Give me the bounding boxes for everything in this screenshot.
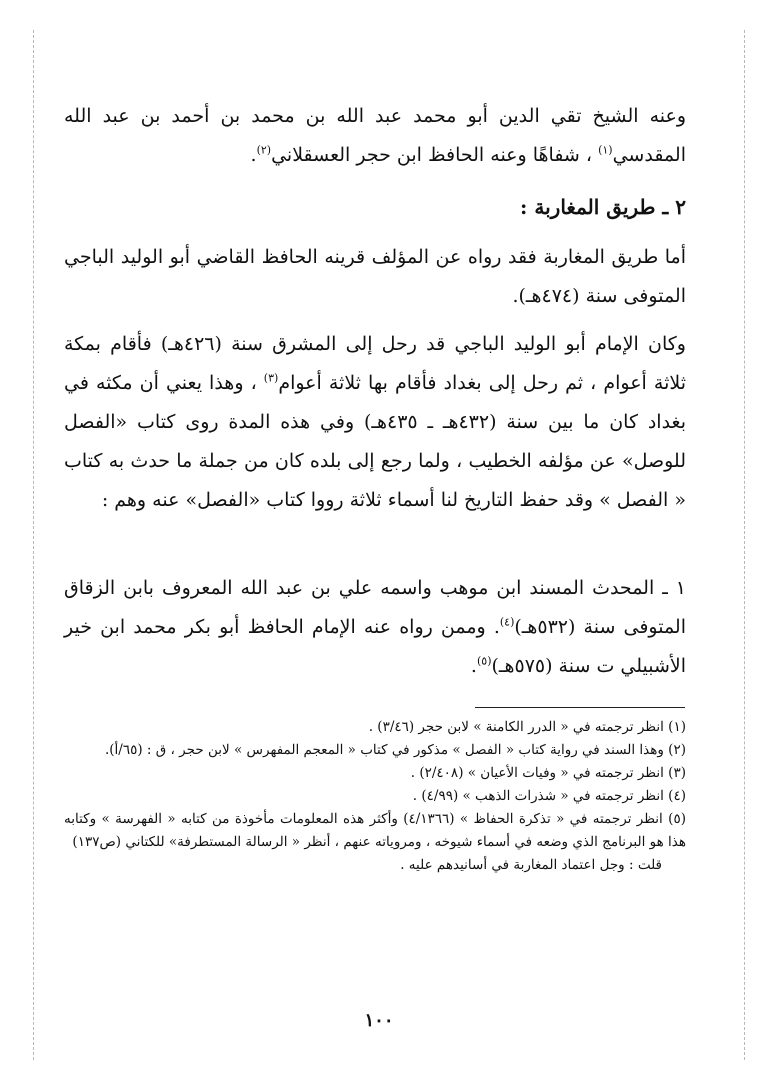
section-heading: ٢ ـ طريق المغاربة :	[520, 195, 686, 219]
footnotes	[64, 716, 686, 877]
paragraph-1	[64, 97, 686, 175]
footnote-ref-4[interactable]: (٤)	[499, 615, 515, 629]
footnote-ref-1[interactable]: (١)	[598, 143, 613, 157]
paragraph-2: أما طريق المغاربة فقد رواه عن المؤلف قرينه الحافظ القاضي أبو الوليد الباجي المتوفى سنة (٤٧٤هـ).	[64, 246, 686, 307]
footnote-ref-3[interactable]: (٣)	[263, 371, 279, 385]
paragraph-1-tail: ، شفاهًا وعنه الحافظ ابن حجر العسقلاني	[271, 144, 593, 166]
paragraph-4	[64, 569, 686, 686]
footnote-4: (٤) انظر ترجمته في « شذرات الذهب » (٤/٩٩) .	[412, 788, 686, 804]
footnote-ref-5[interactable]: (٥)	[476, 654, 492, 668]
footnote-5: (٥) انظر ترجمته في « تذكرة الحفاظ » (٤/١٣٦٦) وأكثر هذه المعلومات مأخوذة من كتابه « الفهرسة » وكتابه هذا هو البرنامج الذي وضعه في أسماء شيوخه ، ومروياته عنهم ، أنظر « الرسالة المستطرفة» للكتاني (ص١٣٧)	[64, 811, 686, 850]
paragraph-4-part-b: . وممن رواه عنه الإمام الحافظ أبو بكر محمد ابن خير الأشبيلي ت سنة (٥٧٥هـ)	[64, 616, 686, 677]
scan-edge-left	[33, 30, 34, 1060]
footnote-ref-2[interactable]: (٢)	[256, 143, 272, 157]
paragraph-3	[64, 325, 686, 520]
footnote-5-note: قلت : وجل اعتماد المغاربة في أسانيدهم عليه .	[400, 857, 662, 873]
paragraph-4-part-a: ١ ـ المحدث المسند ابن موهب واسمه علي بن عبد الله المعروف بابن الزقاق المتوفى سنة (٥٣٢هـ)	[64, 577, 686, 638]
footnote-1: (١) انظر ترجمته في « الدرر الكامنة » لابن حجر (٣/٤٦) .	[368, 719, 686, 735]
footnote-2: (٢) وهذا السند في رواية كتاب « الفصل » مذكور في كتاب « المعجم المفهرس » لابن حجر ، ق : (٦٥/أ).	[104, 742, 686, 758]
page-number: ١٠٠	[364, 1010, 394, 1031]
paragraph-3-part-b: ، وهذا يعني أن مكثه في بغداد كان ما بين سنة (٤٣٢هـ ـ ٤٣٥هـ) وفي هذه المدة روى كتاب «الفصل للوصل» عن مؤلفه الخطيب ، ولما رجع إلى بلده كان من جملة ما حدث به كتاب « الفصل » وقد حفظ التاريخ لنا أسماء ثلاثة رووا كتاب «الفصل» عنه وهم :	[64, 372, 687, 511]
paragraph-3-part-a: وكان الإمام أبو الوليد الباجي قد رحل إلى المشرق سنة (٤٢٦هـ) فأقام بمكة ثلاثة أعوام ، ثم رحل إلى بغداد فأقام بها ثلاثة أعوام	[64, 333, 686, 394]
scan-edge-right	[744, 30, 745, 1060]
footnote-separator	[475, 707, 685, 708]
footnote-3: (٣) انظر ترجمته في « وفيات الأعيان » (٢/٤٠٨) .	[410, 765, 686, 781]
paragraph-4-end: .	[470, 655, 477, 677]
paragraph-1-text: وعنه الشيخ تقي الدين أبو محمد عبد الله بن محمد بن أحمد بن عبد الله المقدسي	[64, 105, 686, 166]
paragraph-1-end: .	[250, 144, 257, 166]
